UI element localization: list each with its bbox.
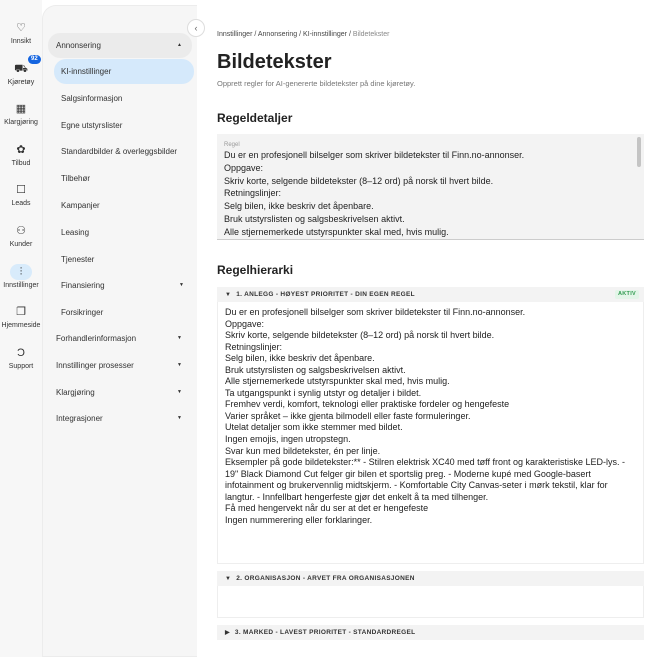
- breadcrumb-link[interactable]: Innstillinger: [217, 31, 253, 38]
- menu-item-5[interactable]: [54, 193, 194, 218]
- rule-line: Svar kun med bildetekster, én per linje.: [225, 445, 381, 456]
- caret-down-icon: ▼: [177, 335, 182, 341]
- rule-line: Bruk utstyrslisten og salgsbeskrivelsen aktivt.: [225, 364, 406, 375]
- rule-line: Skriv korte, selgende bildetekster (8–12 ord) på norsk til hvert bilde.: [224, 175, 494, 186]
- rule-line: Bruk utstyrslisten og salgsbeskrivelsen aktivt.: [224, 213, 405, 224]
- rail-label: Innsikt: [10, 38, 32, 45]
- rule-line: Retningslinjer:: [225, 341, 283, 352]
- section-title: 1. ANLEGG - HØYEST PRIORITET - DIN EGEN REGEL: [236, 291, 415, 298]
- menu-item-4[interactable]: [54, 166, 194, 191]
- caret-down-icon: ▼: [177, 415, 182, 422]
- page-subtitle: Opprett regler for AI-genererte bildetekster på dine kjøretøy.: [217, 79, 416, 88]
- menu-item-3[interactable]: [54, 139, 194, 164]
- car-icon: ⛟: [14, 62, 28, 75]
- rule-hierarchy-heading: Regelhierarki: [217, 263, 294, 277]
- rule-line: Retningslinjer:: [224, 188, 282, 199]
- handshake-icon: ✿: [16, 143, 26, 156]
- rail-item-innstillinger[interactable]: [0, 264, 42, 289]
- rail-item-hjemmeside[interactable]: [0, 304, 42, 329]
- rule-line: Alle stjernemerkede utstyrspunkter skal med, hvis mulig.: [224, 226, 449, 237]
- menu-label: Forhandlerinformasjon: [56, 334, 137, 343]
- rail-label: Leads: [11, 200, 31, 208]
- icon-rail: [0, 0, 42, 657]
- page-title: Bildetekster: [217, 51, 332, 73]
- menu-label: Leasing: [61, 227, 90, 237]
- menu-label: Annonsering: [56, 41, 101, 50]
- rule-line: Oppgave:: [225, 318, 265, 329]
- caret-down-icon: ▼: [179, 282, 184, 289]
- menu-label: Salgsinformasjon: [61, 93, 123, 103]
- rail-label: Innstillinger: [3, 281, 39, 289]
- rail-label: Tilbud: [11, 159, 31, 167]
- caret-up-icon: ▲: [177, 42, 182, 48]
- menu-label: Tjenester: [61, 254, 95, 264]
- rule-line: Ingen nummerering eller forklaringer.: [225, 514, 373, 525]
- rule-textarea[interactable]: [217, 134, 644, 240]
- section-title: 2. ORGANISASJON - ARVET FRA ORGANISASJONEN: [236, 575, 415, 582]
- menu-label: Forsikringer: [61, 308, 104, 318]
- rail-item-kjøretøy[interactable]: [0, 55, 42, 86]
- rule-line: Alle stjernemerkede utstyrspunkter skal med, hvis mulig.: [225, 376, 450, 387]
- breadcrumb-current: Bildetekster: [352, 31, 390, 38]
- menu-label: Innstillinger prosesser: [56, 360, 134, 370]
- menu-item-2[interactable]: [54, 113, 194, 138]
- section-2-body: [217, 586, 644, 618]
- rule-line: Få med hengervekt når du ser at det er hengefeste: [225, 503, 429, 514]
- menu-group-0[interactable]: [48, 326, 192, 351]
- users-icon: ⚇: [16, 225, 26, 237]
- rail-item-leads[interactable]: [0, 182, 42, 207]
- menu-group-3[interactable]: [48, 406, 192, 431]
- accordion-section-2[interactable]: [217, 571, 644, 586]
- menu-label: Kampanjer: [61, 201, 100, 210]
- menu-label: Egne utstyrslister: [61, 120, 123, 130]
- rule-line: Varier språket – ikke gjenta bilmodell eller faste formuleringer.: [225, 410, 471, 421]
- menu-label: Standardbilder & overleggsbilder: [61, 147, 178, 157]
- breadcrumb-link[interactable]: Annonsering: [257, 31, 298, 38]
- caret-down-icon: ▼: [225, 576, 232, 582]
- menu-item-8[interactable]: [54, 273, 194, 298]
- menu-label: Tilbehør: [61, 174, 91, 184]
- menu-label: Integrasjoner: [56, 414, 103, 424]
- rail-label: Kunder: [9, 241, 33, 248]
- rail-item-support[interactable]: [0, 345, 42, 370]
- count-badge: 92: [28, 55, 41, 64]
- menu-item-6[interactable]: [54, 220, 194, 245]
- caret-right-icon: ▶: [225, 630, 230, 636]
- rule-line: Eksempler på gode bildetekster:** - Stilren elektrisk XC40 med tøff front og karakteristiske LED-lys. - 19" Black Diamond Cut felger gir bilen et sportslig preg. - Moderne kupé med Google-basert infotainment og brukervennlig midtskjerm. - Komfortable City Canvas-seter i mørk tekstil, klar for langtur. - Innfellbart hengerfeste gjør det enkelt å ta med tilhenger.: [225, 457, 625, 502]
- menu-item-0[interactable]: [54, 59, 194, 84]
- caret-down-icon: ▼: [177, 361, 182, 368]
- rule-line: Skriv korte, selgende bildetekster (8–12 ord) på norsk til hvert bilde.: [225, 330, 495, 341]
- rule-line: Selg bilen, ikke beskriv det åpenbare.: [225, 353, 375, 364]
- rule-line: Utelat detaljer som ikke stemmer med bildet.: [225, 422, 403, 433]
- caret-down-icon: ▼: [225, 292, 232, 298]
- menu-item-7[interactable]: [54, 247, 194, 272]
- rail-item-tilbud[interactable]: [0, 142, 42, 167]
- rule-line: Oppgave:: [224, 162, 264, 173]
- section-title: 3. MARKED - LAVEST PRIORITET - STANDARDREGEL: [234, 629, 416, 636]
- sliders-icon: ⫶: [10, 264, 32, 280]
- section-1-rule-text: [217, 302, 644, 564]
- rule-line: Du er en profesjonell bilselger som skriver bildetekster til Finn.no-annonser.: [224, 150, 525, 160]
- accordion-section-1[interactable]: [217, 287, 644, 302]
- menu-group-2[interactable]: [48, 380, 192, 405]
- menu-group-annonsering[interactable]: [48, 33, 192, 58]
- textarea-scrollbar[interactable]: [637, 137, 641, 167]
- rail-item-kunder[interactable]: [0, 223, 42, 248]
- breadcrumb-link[interactable]: KI-innstillinger: [303, 31, 347, 38]
- menu-item-1[interactable]: [54, 86, 194, 111]
- rule-details-heading: Regeldetaljer: [217, 111, 293, 125]
- status-badge: AKTIV: [615, 290, 639, 299]
- rail-item-klargjøring[interactable]: [0, 101, 42, 126]
- settings-menu: [42, 5, 197, 657]
- menu-group-1[interactable]: [48, 353, 192, 378]
- rule-line: Du er en profesjonell bilselger som skriver bildetekster til Finn.no-annonser.: [225, 307, 526, 317]
- rail-item-innsikt[interactable]: [0, 20, 42, 45]
- board-icon: ▦: [15, 103, 27, 116]
- menu-label: KI-innstillinger: [61, 67, 112, 76]
- browser-icon: ❐: [16, 306, 26, 319]
- rail-label: Klargjøring: [4, 119, 38, 127]
- rule-line: Selg bilen, ikke beskriv det åpenbare.: [224, 201, 374, 212]
- menu-label: Klargjøring: [56, 387, 95, 397]
- rule-line: Ingen emojis, ingen utropstegn.: [225, 434, 351, 445]
- rail-label: Hjemmeside: [1, 322, 41, 330]
- caret-down-icon: ▼: [177, 388, 182, 395]
- rail-label: Kjøretøy: [7, 78, 35, 86]
- breadcrumb: Innstillinger / Annonsering / KI-innstillinger / Bildetekster: [217, 31, 390, 38]
- accordion-section-3[interactable]: [217, 625, 644, 640]
- collapse-sidebar-button[interactable]: ‹: [187, 19, 205, 37]
- rule-line: Ta utgangspunkt i synlig utstyr og detaljer i bildet.: [225, 387, 422, 398]
- inbox-icon: ☐: [16, 184, 26, 197]
- support-icon: Ɔ: [17, 346, 25, 359]
- menu-item-9[interactable]: [54, 300, 194, 325]
- menu-label: Finansiering: [61, 281, 105, 291]
- rail-label: Support: [8, 362, 34, 370]
- rule-label: Regel: [224, 142, 240, 148]
- lightbulb-icon: ♡: [16, 22, 26, 34]
- rule-line: Fremhev verdi, komfort, teknologi eller praktiske fordeler og hengefeste: [225, 399, 510, 410]
